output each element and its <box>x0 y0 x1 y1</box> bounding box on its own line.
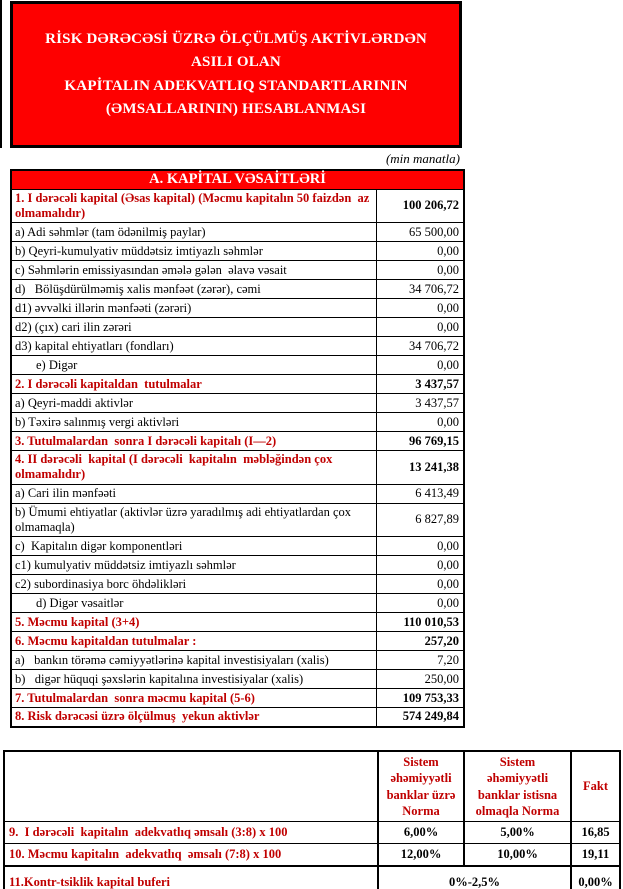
row-value: 0,00 <box>376 261 464 280</box>
table-row <box>11 613 464 632</box>
table-row <box>11 503 464 537</box>
ratio-row-norma-sib: 12,00% <box>378 844 464 866</box>
ratio-header-norma-sib: Sistem əhəmiyyətli banklar üzrə Norma <box>378 751 464 822</box>
row-label: d) Digər vəsaitlər <box>11 594 376 613</box>
row-label: a) Qeyri-maddi aktivlər <box>11 394 376 413</box>
row-value: 0,00 <box>376 242 464 261</box>
ratio-row-norma-exc: 5,00% <box>464 822 571 844</box>
row-label: d3) kapital ehtiyatları (fondları) <box>11 337 376 356</box>
page-edge-line <box>0 0 2 148</box>
row-value: 65 500,00 <box>376 223 464 242</box>
table-row <box>11 451 464 485</box>
row-value: 110 010,53 <box>376 613 464 632</box>
row-label: a) Cari ilin mənfəəti <box>11 484 376 503</box>
row-value: 574 249,84 <box>376 708 464 727</box>
table-row <box>11 337 464 356</box>
row-label: c1) kumulyativ müddətsiz imtiyazlı səhmlər <box>11 556 376 575</box>
row-value: 0,00 <box>376 537 464 556</box>
ratio-row <box>4 844 620 866</box>
table-row <box>11 432 464 451</box>
capital-table-body <box>11 189 464 727</box>
row-value: 0,00 <box>376 575 464 594</box>
ratio-row-norma-exc: 10,00% <box>464 844 571 866</box>
table-row <box>11 223 464 242</box>
row-label: 6. Məcmu kapitaldan tutulmalar : <box>11 632 376 651</box>
row-label: c) Kapitalın digər komponentləri <box>11 537 376 556</box>
ratio-row-label: 9. I dərəcəli kapitalın adekvatlıq əmsalı (3:8) x 100 <box>4 822 378 844</box>
row-label: c) Səhmlərin emissiyasından əmələ gələn əlavə vəsait <box>11 261 376 280</box>
row-label: a) Adi səhmlər (tam ödənilmiş paylar) <box>11 223 376 242</box>
ratio-header-empty <box>4 751 378 822</box>
table-row <box>11 670 464 689</box>
table-row <box>11 299 464 318</box>
row-value: 34 706,72 <box>376 280 464 299</box>
row-value: 0,00 <box>376 299 464 318</box>
row-value: 250,00 <box>376 670 464 689</box>
row-label: 5. Məcmu kapital (3+4) <box>11 613 376 632</box>
row-label: 7. Tutulmalardan sonra məcmu kapital (5-6) <box>11 689 376 708</box>
row-label: b) Təxirə salınmış vergi aktivləri <box>11 413 376 432</box>
title-line-3: (ƏMSALLARININ) HESABLANMASI <box>105 100 367 117</box>
row-value: 0,00 <box>376 556 464 575</box>
buffer-row-fakt: 0,00% <box>571 866 620 889</box>
table-row <box>11 556 464 575</box>
row-value: 0,00 <box>376 594 464 613</box>
row-label: a) bankın törəmə cəmiyyətlərinə kapital investisiyaları (xalis) <box>11 651 376 670</box>
table-row <box>11 413 464 432</box>
row-label: c2) subordinasiya borc öhdəlikləri <box>11 575 376 594</box>
ratio-row-fakt: 16,85 <box>571 822 620 844</box>
ratio-header-fakt: Fakt <box>571 751 620 822</box>
row-label: d) Bölüşdürülməmiş xalis mənfəət (zərər), cəmi <box>11 280 376 299</box>
table-row <box>11 689 464 708</box>
table-row <box>11 261 464 280</box>
table-row <box>11 375 464 394</box>
ratio-table-header-row <box>4 751 620 822</box>
title-line-2: KAPİTALIN ADEKVATLIQ STANDARTLARININ <box>64 77 408 94</box>
table-row <box>11 394 464 413</box>
capital-table-section-header-row <box>11 170 464 189</box>
table-row <box>11 242 464 261</box>
row-label: b) Ümumi ehtiyatlar (aktivlər üzrə yaradılmış adi ehtiyatlardan çox olmamaqla) <box>11 503 376 537</box>
row-label: b) Qeyri-kumulyativ müddətsiz imtiyazlı səhmlər <box>11 242 376 261</box>
table-row <box>11 537 464 556</box>
title-line-1: RİSK DƏRƏCƏSİ ÜZRƏ ÖLÇÜLMÜŞ AKTİVLƏRDƏN ASILI OLAN <box>45 31 427 71</box>
row-value: 0,00 <box>376 318 464 337</box>
row-value: 13 241,38 <box>376 451 464 485</box>
ratio-table <box>3 750 621 889</box>
row-value: 3 437,57 <box>376 394 464 413</box>
table-row <box>11 632 464 651</box>
ratio-row-label: 10. Məcmu kapitalın adekvatlıq əmsalı (7:8) x 100 <box>4 844 378 866</box>
capital-table-section-title: A. KAPİTAL VƏSAİTLƏRİ <box>11 170 464 189</box>
row-value: 6 413,49 <box>376 484 464 503</box>
row-value: 0,00 <box>376 413 464 432</box>
row-label: e) Digər <box>11 356 376 375</box>
row-value: 7,20 <box>376 651 464 670</box>
row-label: d2) (çıx) cari ilin zərəri <box>11 318 376 337</box>
row-value: 6 827,89 <box>376 503 464 537</box>
table-row <box>11 280 464 299</box>
row-value: 109 753,33 <box>376 689 464 708</box>
title-banner <box>10 1 462 148</box>
row-value: 257,20 <box>376 632 464 651</box>
ratio-row-fakt: 19,11 <box>571 844 620 866</box>
row-value: 100 206,72 <box>376 189 464 223</box>
row-label: 4. II dərəcəli kapital (I dərəcəli kapitalın məbləğindən çox olmamalıdır) <box>11 451 376 485</box>
buffer-row-label: 11.Kontr-tsiklik kapital buferi <box>4 866 378 889</box>
ratio-header-norma-exc: Sistem əhəmiyyətli banklar istisna olmaqla Norma <box>464 751 571 822</box>
capital-table <box>10 169 465 728</box>
row-value: 96 769,15 <box>376 432 464 451</box>
row-label: 1. I dərəcəli kapital (Əsas kapital) (Məcmu kapitalın 50 faizdən az olmamalıdır) <box>11 189 376 223</box>
ratio-row <box>4 822 620 844</box>
table-row <box>11 484 464 503</box>
ratio-table-body <box>4 822 620 866</box>
table-row <box>11 575 464 594</box>
row-value: 3 437,57 <box>376 375 464 394</box>
row-label: 8. Risk dərəcəsi üzrə ölçülmuş yekun aktivlər <box>11 708 376 727</box>
table-row <box>11 189 464 223</box>
table-row <box>11 356 464 375</box>
row-label: 2. I dərəcəli kapitaldan tutulmalar <box>11 375 376 394</box>
ratio-row-norma-sib: 6,00% <box>378 822 464 844</box>
row-label: d1) əvvəlki illərin mənfəəti (zərəri) <box>11 299 376 318</box>
unit-note: (min manatla) <box>385 151 460 166</box>
buffer-row-range: 0%-2,5% <box>378 866 571 889</box>
buffer-row <box>4 866 620 889</box>
table-row <box>11 708 464 727</box>
row-value: 34 706,72 <box>376 337 464 356</box>
row-label: b) digər hüquqi şəxslərin kapitalına investisiyalar (xalis) <box>11 670 376 689</box>
table-row <box>11 651 464 670</box>
row-value: 0,00 <box>376 356 464 375</box>
row-label: 3. Tutulmalardan sonra I dərəcəli kapitalı (I—2) <box>11 432 376 451</box>
table-row <box>11 318 464 337</box>
table-row <box>11 594 464 613</box>
